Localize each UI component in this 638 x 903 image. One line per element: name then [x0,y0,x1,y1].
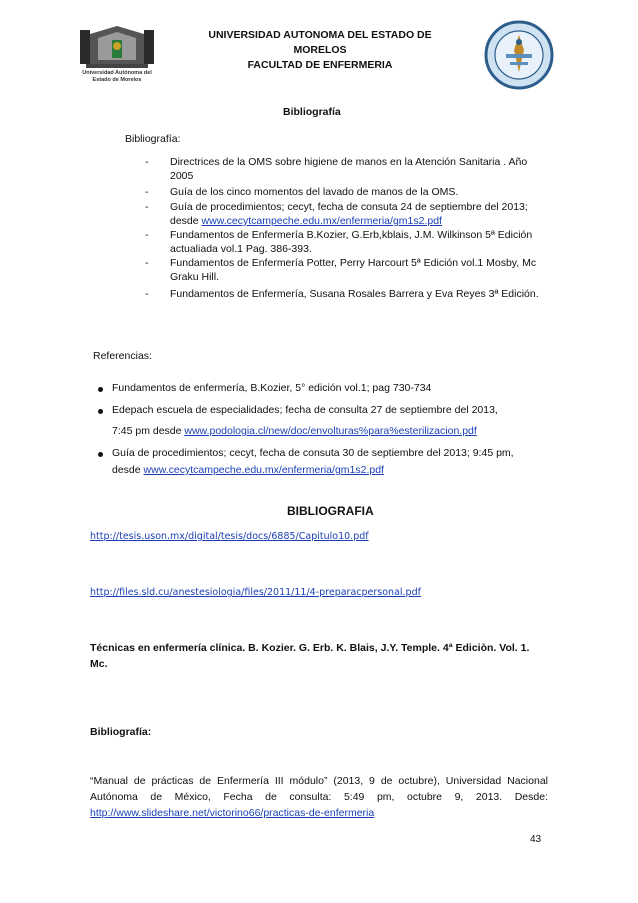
logo-caption-2: Estado de Morelos [92,77,142,83]
bullet-icon [98,452,103,457]
tecnicas-reference: Técnicas en enfermería clínica. B. Kozier. G. Erb. K. Blais, J.Y. Temple. 4ª Ediciòn. Vol. 1. Mc. [90,642,530,670]
institution-header [180,28,460,73]
referencias-label: Referencias: [93,350,152,362]
bullet-icon [98,409,103,414]
header-line-1: UNIVERSIDAD AUTONOMA DEL ESTADO DE [208,29,432,41]
logo-caption-1: Universidad Autónoma del [82,70,152,76]
files-sld-link[interactable]: http://files.sld.cu/anestesiologia/files/2011/11/4-preparacpersonal.pdf [90,587,421,598]
list-item: Edepach escuela de especialidades; fecha de consulta 27 de septiembre del 2013, 7:45 pm desde www.podologia.cl/new/doc/envolturas%para%esterilizacion.pdf [112,403,552,438]
uaem-logo [76,24,158,90]
cecyt-link[interactable]: www.cecytcampeche.edu.mx/enfermeria/gm1s2.pdf [201,215,442,227]
bibliografia-label: Bibliografía: [125,133,181,145]
cecyt-link-2[interactable]: www.cecytcampeche.edu.mx/enfermeria/gm1s2.pdf [143,464,384,476]
page-number: 43 [530,834,542,845]
header-line-2: MORELOS [293,44,347,56]
bullet-icon [98,387,103,392]
podologia-link[interactable]: www.podologia.cl/new/doc/envolturas%para%esterilizacion.pdf [184,425,477,437]
manual-reference: “Manual de prácticas de Enfermería III módulo” (2013, 9 de octubre), Universidad Nacional Autónoma de México, Fecha de consulta: 5:49 pm, octubre 9, 2013. Desde: http://www.slideshare.net/victorino66/practicas-de-enfermeria [90,775,548,819]
slideshare-link[interactable]: http://www.slideshare.net/victorino66/practicas-de-enfermeria [90,807,375,819]
bibliografia-heading: BIBLIOGRAFIA [287,504,374,518]
list-item: Fundamentos de enfermería, B.Kozier, 5° edición vol.1; pag 730-734 [112,381,552,395]
list-item: Guía de procedimientos; cecyt, fecha de consuta 30 de septiembre del 2013; 9:45 pm, desde www.cecytcampeche.edu.mx/enfermeria/gm1s2.pdf [112,446,552,477]
faculty-seal [484,20,554,90]
tesis-uson-link[interactable]: http://tesis.uson.mx/digital/tesis/docs/6885/Capitulo10.pdf [90,531,369,542]
header-line-3: FACULTAD DE ENFERMERIA [247,59,393,71]
bibliografia-label-2: Bibliografía: [90,726,152,738]
section-title: Bibliografía [283,106,341,118]
